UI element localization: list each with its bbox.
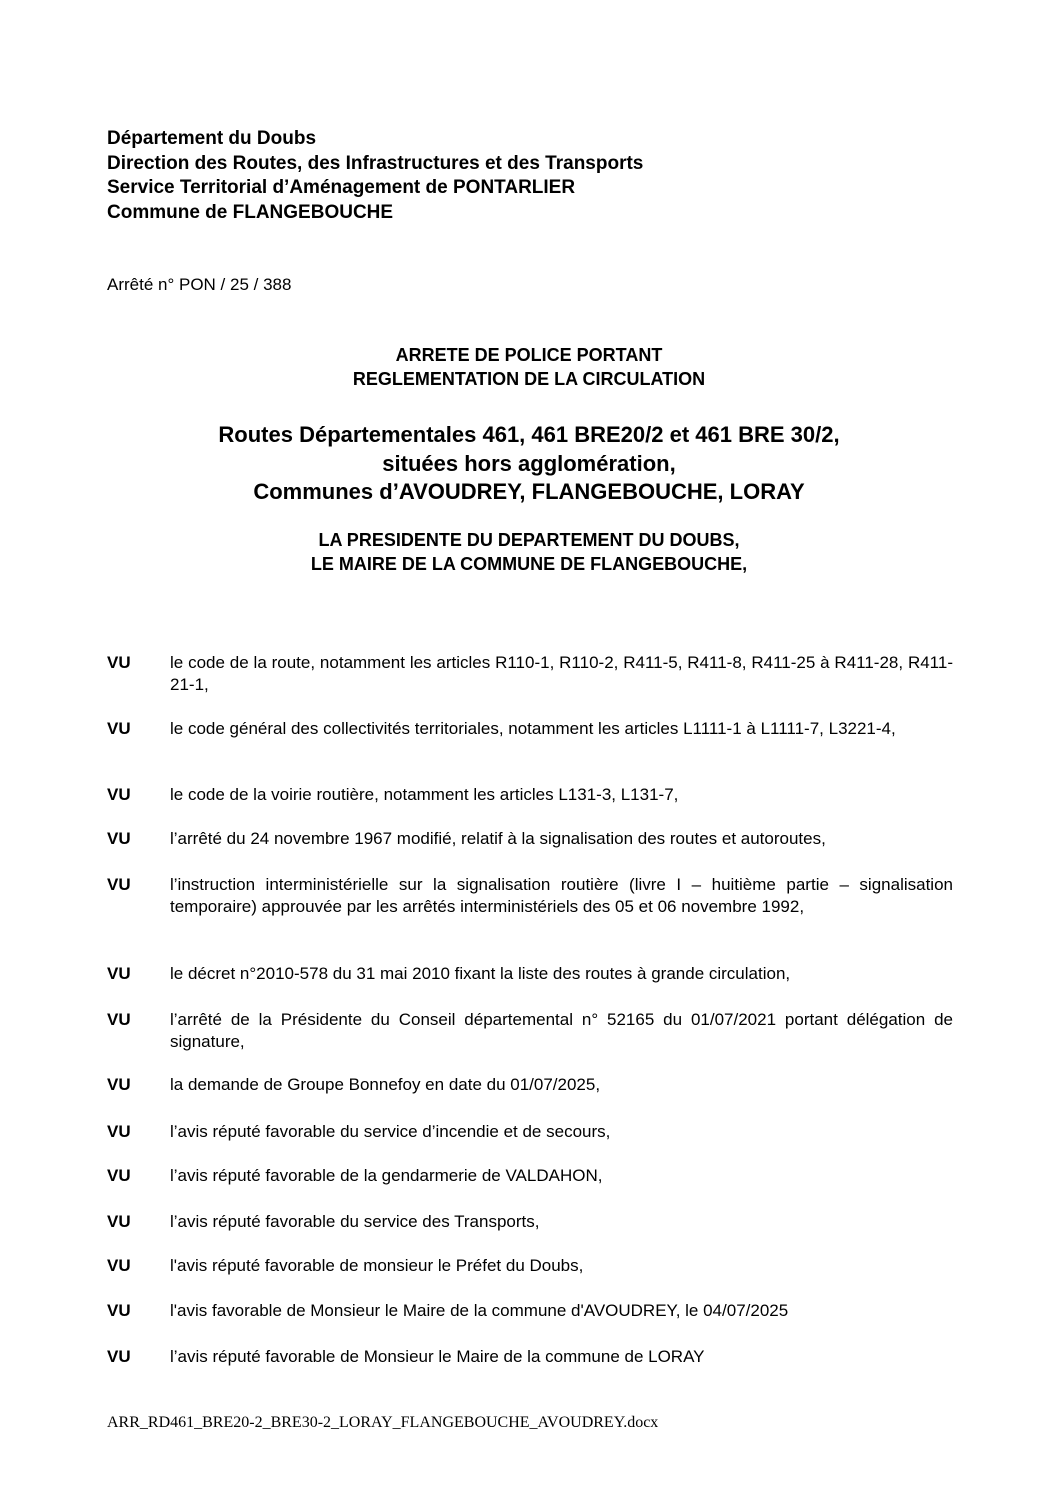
roads-title-line-3: Communes d’AVOUDREY, FLANGEBOUCHE, LORAY xyxy=(253,479,805,504)
vu-label: VU xyxy=(107,785,131,804)
vu-text: l’arrêté de la Présidente du Conseil départemental n° 52165 du 01/07/2021 portant délégation de signature, xyxy=(170,1010,953,1051)
file-name-footer: ARR_RD461_BRE20-2_BRE30-2_LORAY_FLANGEBOUCHE_AVOUDREY.docx xyxy=(107,1414,659,1431)
vu-label: VU xyxy=(107,829,131,848)
vu-label: VU xyxy=(107,1301,131,1320)
arrete-number: Arrêté n° PON / 25 / 388 xyxy=(107,275,292,294)
header-department: Département du Doubs xyxy=(107,128,317,149)
roads-title-line-2: situées hors agglomération, xyxy=(382,450,676,476)
decree-title-line-2: REGLEMENTATION DE LA CIRCULATION xyxy=(352,369,706,389)
vu-label: VU xyxy=(107,1256,131,1275)
vu-label: VU xyxy=(107,875,131,894)
issuer-header xyxy=(107,127,643,225)
vu-label: VU xyxy=(107,1010,131,1029)
vu-text: le code de la voirie routière, notamment les articles L131-3, L131-7, xyxy=(170,785,679,804)
authorities-line-1: LA PRESIDENTE DU DEPARTEMENT DU DOUBS, xyxy=(318,530,740,550)
vu-text: l’avis réputé favorable de Monsieur le Maire de la commune de LORAY xyxy=(170,1347,705,1366)
vu-text: le code de la route, notamment les articles R110-1, R110-2, R411-5, R411-8, R411-25 à R411-28, R411-21-1, xyxy=(170,653,953,694)
decree-title xyxy=(0,343,1058,391)
vu-text: l'avis réputé favorable de monsieur le Préfet du Doubs, xyxy=(170,1256,584,1275)
header-commune: Commune de FLANGEBOUCHE xyxy=(107,201,394,223)
vu-label: VU xyxy=(107,1075,131,1094)
roads-title xyxy=(0,421,1058,507)
vu-label: VU xyxy=(107,964,131,983)
authorities-title xyxy=(0,528,1058,576)
header-service: Service Territorial d’Aménagement de PONTARLIER xyxy=(107,177,576,198)
vu-label: VU xyxy=(107,1166,131,1185)
vu-text: l’avis réputé favorable du service des Transports, xyxy=(170,1212,540,1231)
vu-text: l'avis favorable de Monsieur le Maire de la commune d'AVOUDREY, le 04/07/2025 xyxy=(170,1301,789,1320)
vu-label: VU xyxy=(107,1347,131,1366)
vu-text: le code général des collectivités territoriales, notamment les articles L1111-1 à L1111-7, L3221-4, xyxy=(170,719,896,738)
decree-title-line-1: ARRETE DE POLICE PORTANT xyxy=(395,345,663,365)
vu-text: l’avis réputé favorable de la gendarmerie de VALDAHON, xyxy=(170,1166,603,1185)
roads-title-line-1: Routes Départementales 461, 461 BRE20/2 et 461 BRE 30/2, xyxy=(218,422,840,447)
vu-label: VU xyxy=(107,653,131,672)
vu-text: l’avis réputé favorable du service d’incendie et de secours, xyxy=(170,1122,611,1141)
header-direction: Direction des Routes, des Infrastructures et des Transports xyxy=(107,152,644,174)
vu-text: la demande de Groupe Bonnefoy en date du 01/07/2025, xyxy=(170,1075,601,1094)
authorities-line-2: LE MAIRE DE LA COMMUNE DE FLANGEBOUCHE, xyxy=(310,554,748,574)
vu-label: VU xyxy=(107,1212,131,1231)
vu-text: l’instruction interministérielle sur la signalisation routière (livre I – huitième partie – signalisation temporaire) approuvée par les arrêtés interministériels des 05 et 06 novembre 1992, xyxy=(170,875,953,916)
vu-label: VU xyxy=(107,719,131,738)
vu-label: VU xyxy=(107,1122,131,1141)
vu-text: le décret n°2010-578 du 31 mai 2010 fixant la liste des routes à grande circulation, xyxy=(170,964,791,983)
vu-text: l’arrêté du 24 novembre 1967 modifié, relatif à la signalisation des routes et autoroutes, xyxy=(170,829,826,848)
